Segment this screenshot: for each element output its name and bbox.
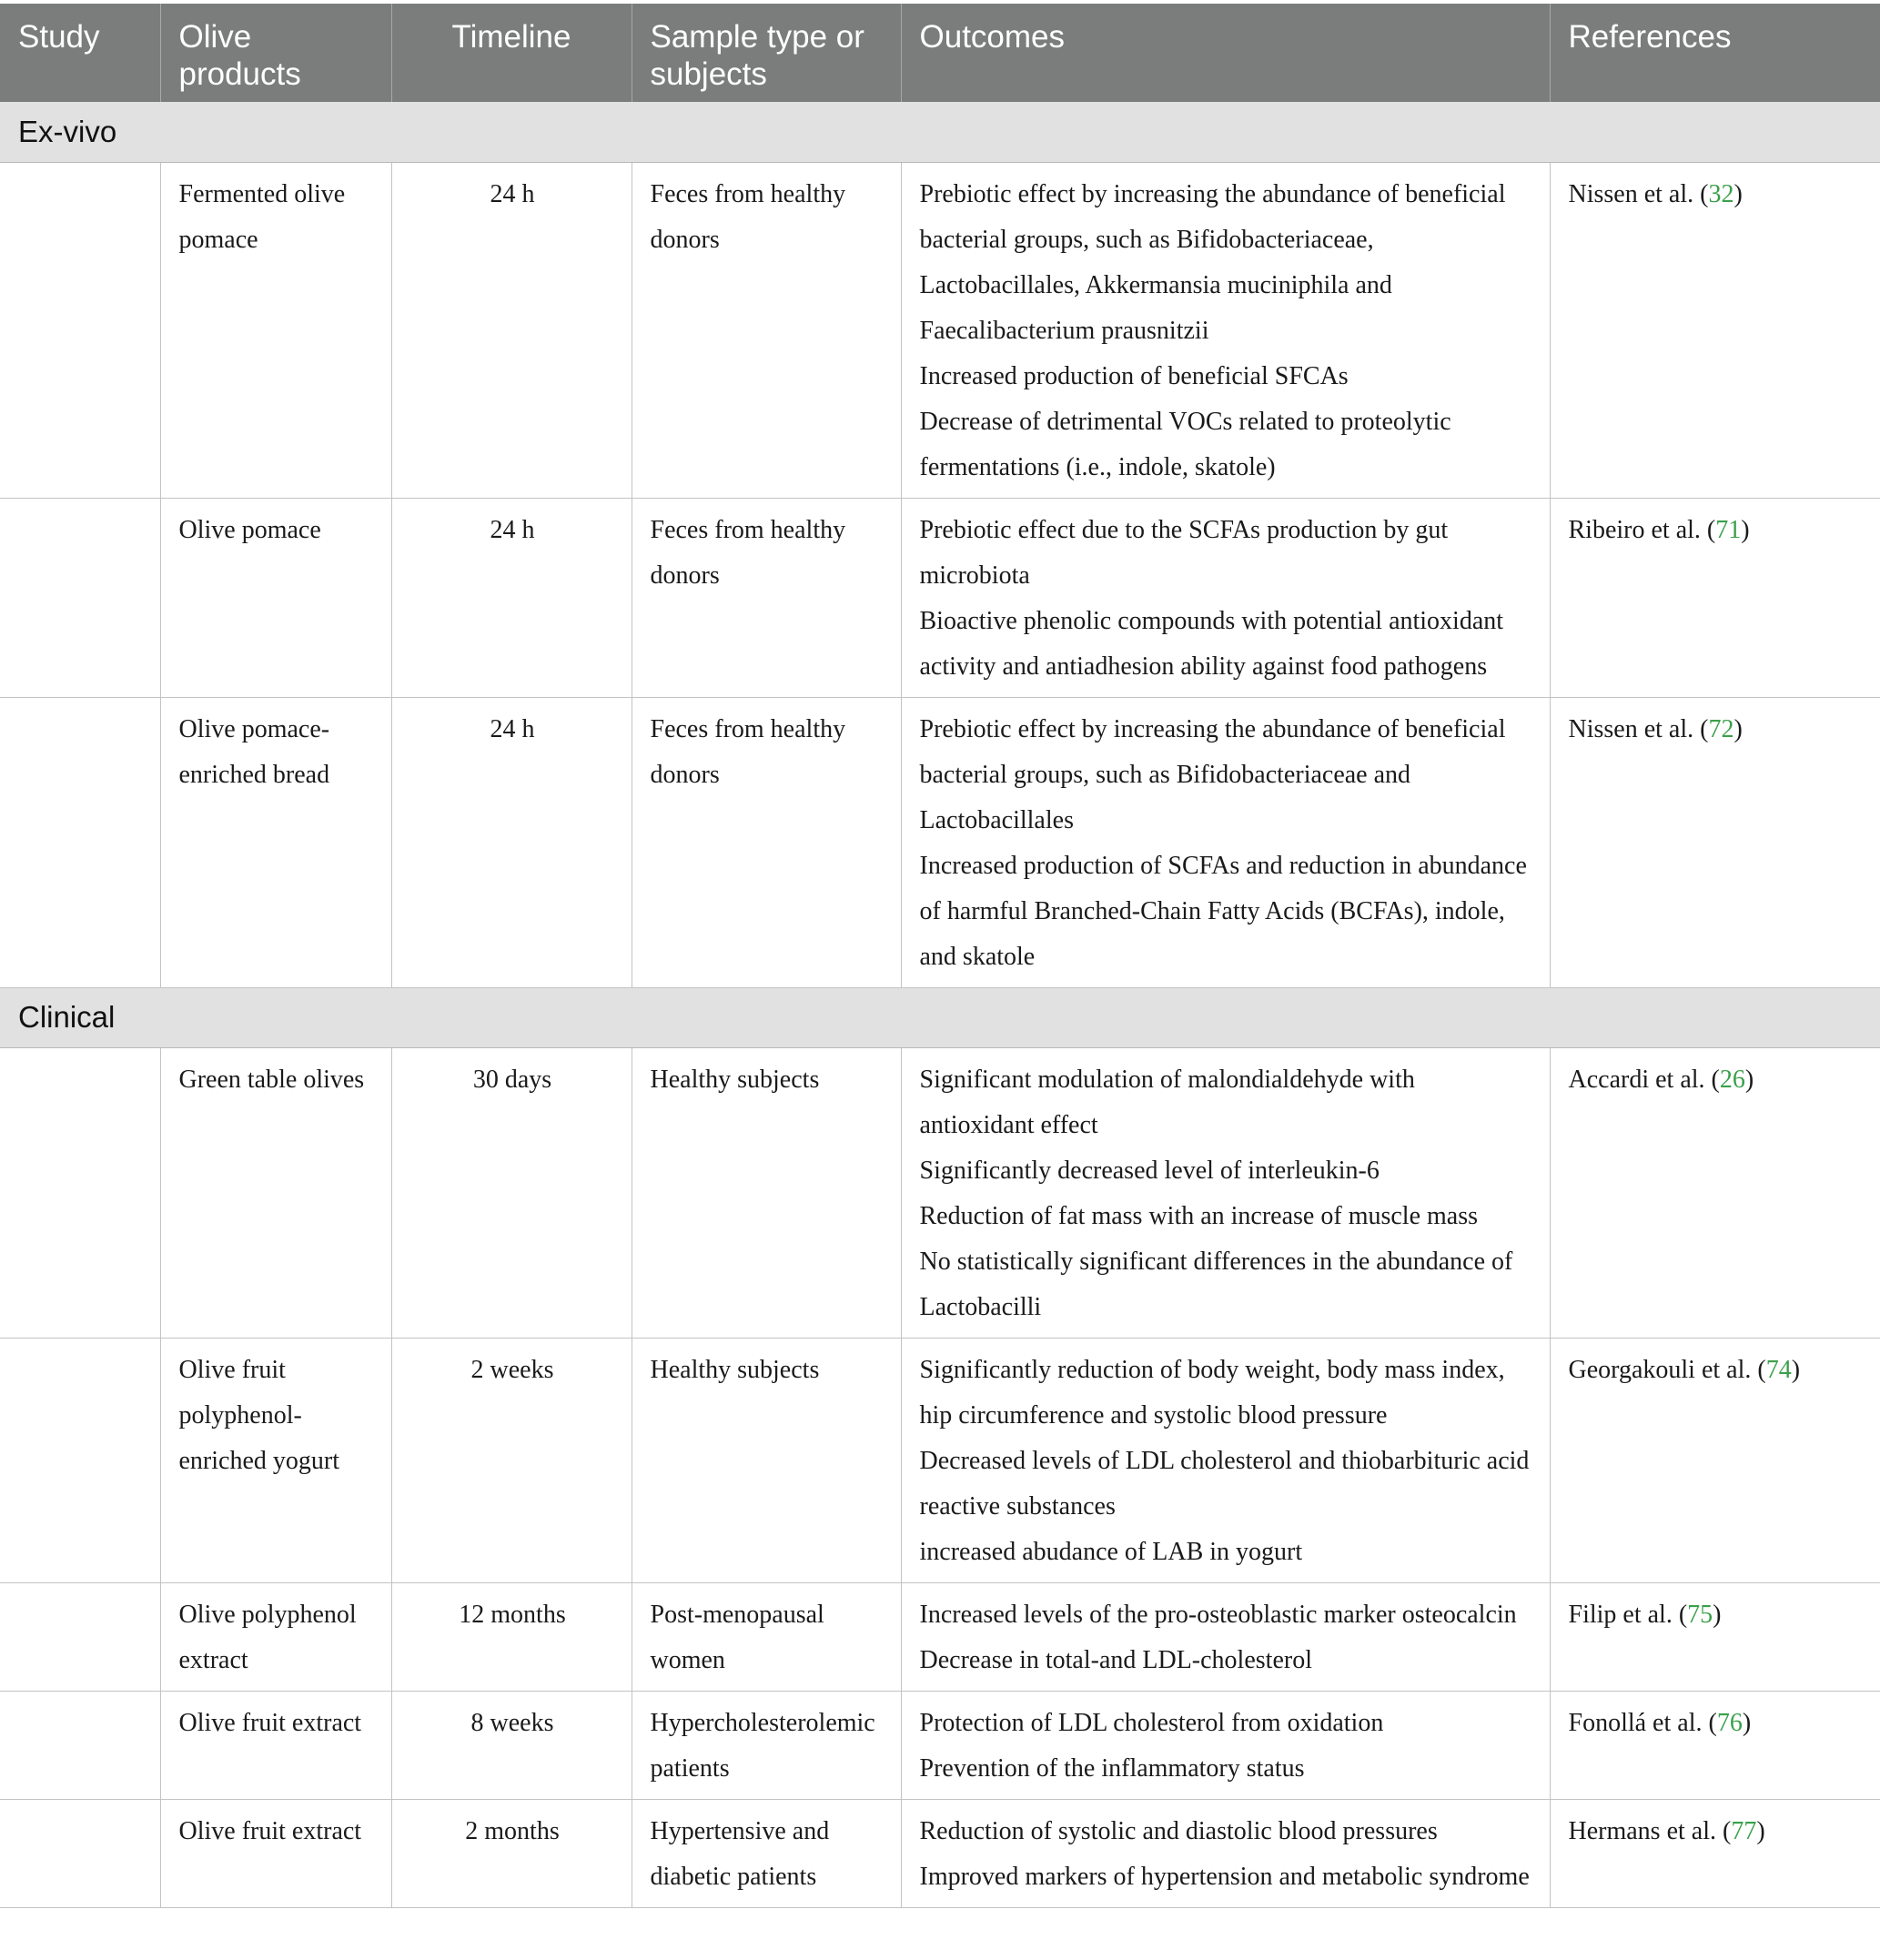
reference-link[interactable]: 71 bbox=[1715, 515, 1742, 544]
reference-link[interactable]: 75 bbox=[1687, 1600, 1713, 1629]
outcome-item: Bioactive phenolic compounds with potential antioxidant activity and antiadhesion ability against food pathogens bbox=[919, 606, 1504, 681]
outcomes-cell bbox=[901, 1582, 1550, 1691]
outcome-item: Improved markers of hypertension and metabolic syndrome bbox=[919, 1862, 1530, 1891]
study-cell bbox=[0, 1338, 160, 1582]
timeline-cell: 2 weeks bbox=[391, 1338, 632, 1582]
reference-author: Accardi et al. bbox=[1568, 1065, 1705, 1094]
reference-link[interactable]: 32 bbox=[1708, 179, 1734, 208]
olive-studies-table bbox=[0, 4, 1880, 1908]
reference-cell: Nissen et al. (72) bbox=[1550, 697, 1880, 987]
reference-cell: Nissen et al. (32) bbox=[1550, 162, 1880, 498]
reference-link[interactable]: 26 bbox=[1719, 1065, 1745, 1094]
table-container bbox=[0, 4, 1880, 1908]
outcome-item: Prebiotic effect by increasing the abundance of beneficial bacterial groups, such as Bifidobacteriaceae and Lactobacillales bbox=[919, 714, 1506, 834]
header-timeline: Timeline bbox=[391, 4, 632, 102]
subjects-cell: Feces from healthy donors bbox=[632, 697, 901, 987]
reference-author: Filip et al. bbox=[1568, 1600, 1673, 1629]
section-row bbox=[0, 102, 1880, 162]
outcomes-cell bbox=[901, 1338, 1550, 1582]
olive-product-cell: Olive pomace bbox=[160, 498, 391, 697]
study-cell bbox=[0, 1691, 160, 1799]
outcome-item: Prevention of the inflammatory status bbox=[919, 1753, 1305, 1783]
outcomes-cell bbox=[901, 498, 1550, 697]
outcomes-cell bbox=[901, 1047, 1550, 1338]
subjects-cell: Hypertensive and diabetic patients bbox=[632, 1799, 901, 1907]
timeline-cell: 8 weeks bbox=[391, 1691, 632, 1799]
reference-link[interactable]: 77 bbox=[1731, 1816, 1757, 1845]
reference-link[interactable]: 72 bbox=[1708, 714, 1734, 743]
outcome-item: Significantly reduction of body weight, body mass index, hip circumference and systolic blood pressure bbox=[919, 1355, 1505, 1430]
table-row bbox=[0, 1582, 1880, 1691]
olive-product-cell: Olive polyphenol extract bbox=[160, 1582, 391, 1691]
subjects-cell: Healthy subjects bbox=[632, 1047, 901, 1338]
reference-author: Georgakouli et al. bbox=[1568, 1355, 1752, 1384]
outcome-item: Reduction of systolic and diastolic blood pressures bbox=[919, 1816, 1438, 1845]
table-row bbox=[0, 162, 1880, 498]
table-row bbox=[0, 498, 1880, 697]
reference-author: Nissen et al. bbox=[1568, 714, 1694, 743]
reference-cell: Hermans et al. (77) bbox=[1550, 1799, 1880, 1907]
outcome-item: Significant modulation of malondialdehyde with antioxidant effect bbox=[919, 1065, 1415, 1139]
outcome-item: Increased production of beneficial SFCAs bbox=[919, 361, 1349, 390]
outcome-item: Decrease in total-and LDL-cholesterol bbox=[919, 1645, 1312, 1674]
section-title: Clinical bbox=[0, 987, 1880, 1047]
subjects-cell: Feces from healthy donors bbox=[632, 162, 901, 498]
study-cell bbox=[0, 1799, 160, 1907]
header-references: References bbox=[1550, 4, 1880, 102]
header-study: Study bbox=[0, 4, 160, 102]
reference-link[interactable]: 76 bbox=[1716, 1708, 1743, 1737]
table-row bbox=[0, 1338, 1880, 1582]
reference-cell: Ribeiro et al. (71) bbox=[1550, 498, 1880, 697]
outcomes-cell bbox=[901, 162, 1550, 498]
outcome-item: Increased levels of the pro-osteoblastic marker osteocalcin bbox=[919, 1600, 1517, 1629]
table-row bbox=[0, 1799, 1880, 1907]
reference-cell: Filip et al. (75) bbox=[1550, 1582, 1880, 1691]
reference-author: Ribeiro et al. bbox=[1568, 515, 1701, 544]
reference-author: Hermans et al. bbox=[1568, 1816, 1716, 1845]
subjects-cell: Healthy subjects bbox=[632, 1338, 901, 1582]
outcome-item: Prebiotic effect due to the SCFAs production by gut microbiota bbox=[919, 515, 1449, 590]
study-cell bbox=[0, 697, 160, 987]
timeline-cell: 24 h bbox=[391, 697, 632, 987]
outcomes-cell bbox=[901, 697, 1550, 987]
reference-author: Nissen et al. bbox=[1568, 179, 1694, 208]
outcomes-cell bbox=[901, 1799, 1550, 1907]
outcome-item: Prebiotic effect by increasing the abundance of beneficial bacterial groups, such as Bifidobacteriaceae, Lactobacillales, Akkermansia muciniphila and Faecalibacterium prausnitzii bbox=[919, 179, 1506, 345]
timeline-cell: 24 h bbox=[391, 162, 632, 498]
study-cell bbox=[0, 498, 160, 697]
outcome-item: increased abudance of LAB in yogurt bbox=[919, 1537, 1303, 1566]
olive-product-cell: Green table olives bbox=[160, 1047, 391, 1338]
timeline-cell: 24 h bbox=[391, 498, 632, 697]
outcome-item: Protection of LDL cholesterol from oxidation bbox=[919, 1708, 1384, 1737]
header-outcomes: Outcomes bbox=[901, 4, 1550, 102]
table-row bbox=[0, 697, 1880, 987]
subjects-cell: Hypercholesterolemic patients bbox=[632, 1691, 901, 1799]
header-sample-type: Sample type or subjects bbox=[632, 4, 901, 102]
olive-product-cell: Olive pomace-enriched bread bbox=[160, 697, 391, 987]
table-row bbox=[0, 1691, 1880, 1799]
reference-link[interactable]: 74 bbox=[1765, 1355, 1792, 1384]
study-cell bbox=[0, 1582, 160, 1691]
olive-product-cell: Olive fruit extract bbox=[160, 1691, 391, 1799]
table-body bbox=[0, 102, 1880, 1907]
timeline-cell: 30 days bbox=[391, 1047, 632, 1338]
outcome-item: Decreased levels of LDL cholesterol and thiobarbituric acid reactive substances bbox=[919, 1446, 1530, 1521]
olive-product-cell: Olive fruit polyphenol-enriched yogurt bbox=[160, 1338, 391, 1582]
reference-cell: Accardi et al. (26) bbox=[1550, 1047, 1880, 1338]
outcome-item: Decrease of detrimental VOCs related to proteolytic fermentations (i.e., indole, skatole) bbox=[919, 407, 1451, 481]
header-row bbox=[0, 4, 1880, 102]
olive-product-cell: Olive fruit extract bbox=[160, 1799, 391, 1907]
outcome-item: No statistically significant differences in the abundance of Lactobacilli bbox=[919, 1247, 1513, 1321]
outcomes-cell bbox=[901, 1691, 1550, 1799]
section-title: Ex-vivo bbox=[0, 102, 1880, 162]
reference-cell: Fonollá et al. (76) bbox=[1550, 1691, 1880, 1799]
timeline-cell: 12 months bbox=[391, 1582, 632, 1691]
study-cell bbox=[0, 162, 160, 498]
outcome-item: Increased production of SCFAs and reduction in abundance of harmful Branched-Chain Fatty Acids (BCFAs), indole, and skatole bbox=[919, 851, 1527, 971]
timeline-cell: 2 months bbox=[391, 1799, 632, 1907]
section-row bbox=[0, 987, 1880, 1047]
reference-cell: Georgakouli et al. (74) bbox=[1550, 1338, 1880, 1582]
olive-product-cell: Fermented olive pomace bbox=[160, 162, 391, 498]
header-olive-products: Olive products bbox=[160, 4, 391, 102]
study-cell bbox=[0, 1047, 160, 1338]
outcome-item: Significantly decreased level of interleukin-6 bbox=[919, 1156, 1380, 1185]
outcome-item: Reduction of fat mass with an increase of muscle mass bbox=[919, 1201, 1478, 1230]
subjects-cell: Post-menopausal women bbox=[632, 1582, 901, 1691]
table-row bbox=[0, 1047, 1880, 1338]
subjects-cell: Feces from healthy donors bbox=[632, 498, 901, 697]
reference-author: Fonollá et al. bbox=[1568, 1708, 1703, 1737]
